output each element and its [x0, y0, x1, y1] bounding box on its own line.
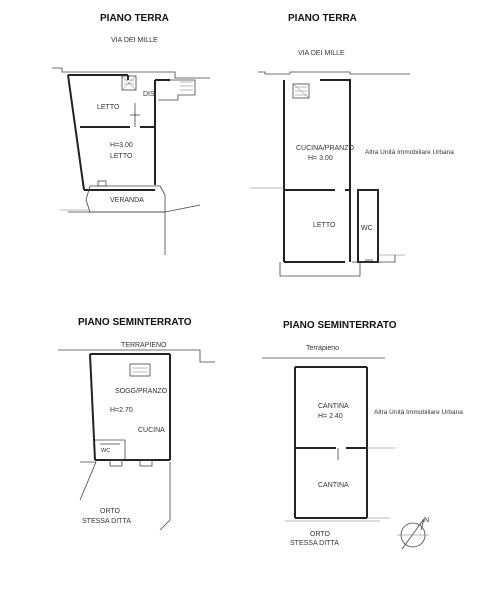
room-veranda: VERANDA	[110, 197, 144, 204]
north-compass-icon	[397, 517, 429, 549]
room-cantina-top: CANTINA	[318, 403, 349, 410]
street-label: VIA DEI MILLE	[111, 37, 158, 44]
adjacent-unit-note: Altra Unità Immobiliare Urbana	[365, 149, 454, 156]
room-cucina: CUCINA	[138, 427, 165, 434]
room-height: H= 2.40	[318, 413, 343, 420]
plan-title: PIANO SEMINTERRATO	[78, 317, 192, 328]
room-height: H=3.00	[110, 142, 133, 149]
stessa-ditta-label: STESSA DITTA	[290, 540, 339, 547]
room-height: H= 3.00	[308, 155, 333, 162]
room-cucina: CUCINA/PRANZO	[296, 145, 354, 152]
room-sogg: SOGG/PRANZO	[115, 388, 168, 395]
plan-title: PIANO TERRA	[288, 13, 357, 24]
terrapieno-label: TERRAPIENO	[121, 342, 167, 349]
orto-label: ORTO	[310, 531, 330, 538]
plan-piano-seminterrato-left	[58, 317, 215, 530]
room-height: H=2.70	[110, 407, 133, 414]
room-letto-bottom: LETTO	[110, 153, 133, 160]
street-label: VIA DEI MILLE	[298, 50, 345, 57]
plan-piano-terra-right	[250, 13, 454, 276]
north-label: N	[424, 517, 430, 524]
adjacent-unit-note: Altra Unità Immobiliare Urbana	[374, 409, 463, 416]
room-letto-top: LETTO	[97, 104, 120, 111]
plan-title: PIANO TERRA	[100, 13, 169, 24]
terrapieno-label: Terrapieno	[306, 345, 340, 352]
room-letto: LETTO	[313, 222, 336, 229]
plan-title: PIANO SEMINTERRATO	[283, 320, 397, 331]
room-wc: WC	[361, 225, 373, 232]
room-dis: DIS.	[143, 91, 157, 98]
stessa-ditta-label: STESSA DITTA	[82, 518, 131, 525]
orto-label: ORTO	[100, 508, 120, 515]
plan-piano-seminterrato-right	[262, 320, 463, 547]
room-wc: WC	[101, 448, 111, 454]
room-cantina-bottom: CANTINA	[318, 482, 349, 489]
plan-piano-terra-left	[52, 13, 210, 255]
